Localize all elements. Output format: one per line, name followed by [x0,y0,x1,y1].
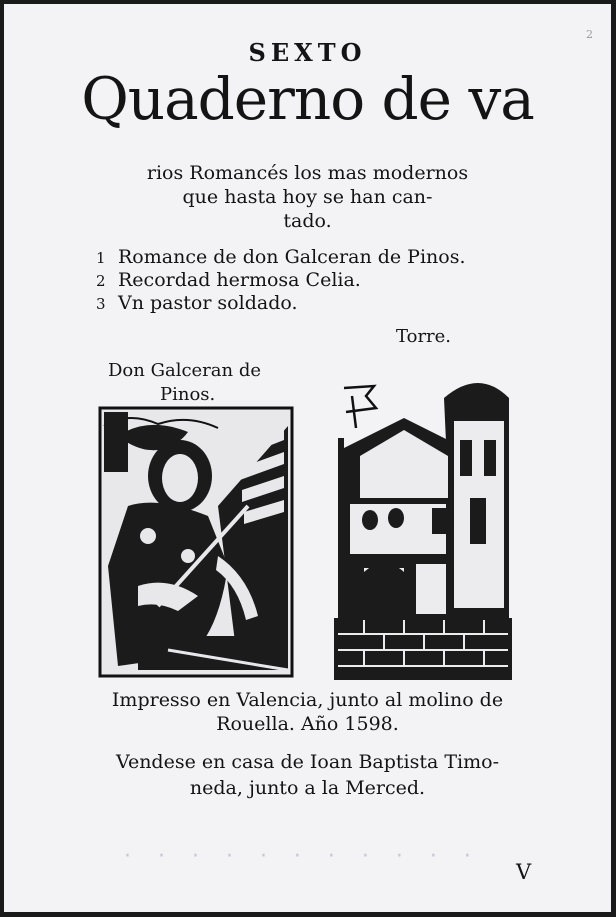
imprint-line-2: Rouella. Año 1598. [216,713,399,735]
item-text: Romance de don Galceran de Pinos. [118,246,466,268]
caption-knight-line-1: Don Galceran de [108,360,262,381]
signature-mark: V [516,860,532,884]
caption-tower: Torre. [396,326,452,347]
item-number: 3 [96,295,106,313]
sale-line-2: neda, junto a la Merced. [189,777,426,799]
knight-woodcut-image [98,406,294,678]
tower-woodcut-image [334,368,512,680]
item-text: Recordad hermosa Celia. [118,269,361,291]
subtitle-line-3: tado. [283,210,332,232]
list-item [96,292,466,315]
list-item [96,246,466,269]
contents-list [96,246,466,315]
subtitle-line-2: que hasta hoy se han can- [182,186,433,208]
item-number: 1 [96,249,106,267]
item-text: Vn pastor soldado. [118,292,298,314]
library-stamp-watermark: · · · · · · · · · · · [124,844,481,869]
list-item [96,269,466,292]
page-number: 2 [586,28,593,41]
document-page [4,4,611,912]
item-number: 2 [96,272,106,290]
caption-knight-line-2: Pinos. [160,384,216,405]
title-large: Quaderno de va [81,65,534,133]
subtitle-line-1: rios Romancés los mas modernos [146,162,469,184]
imprint-line-1: Impresso en Valencia, junto al molino de [111,689,504,711]
title-small: SEXTO [248,38,367,67]
sale-line-1: Vendese en casa de Ioan Baptista Timo- [115,751,500,773]
